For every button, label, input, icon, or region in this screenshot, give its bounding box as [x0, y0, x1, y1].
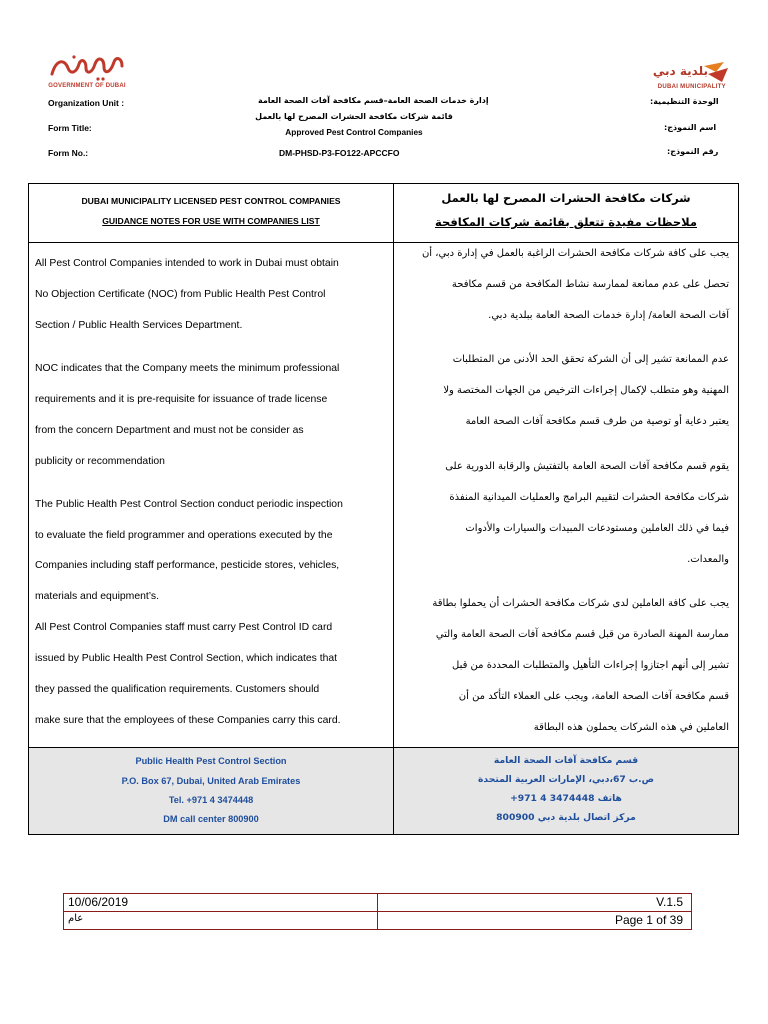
guidance-arabic-line: فيما في ذلك العاملين ومستودعات المبيدات والسيارات والأدوات: [465, 523, 729, 534]
document-control-row-divider: [64, 911, 691, 912]
heading-english-2: GUIDANCE NOTES FOR USE WITH COMPANIES LIST: [102, 216, 320, 226]
contact-section-name: Public Health Pest Control Section: [135, 756, 287, 766]
guidance-notes-table: [28, 183, 739, 835]
government-of-dubai-logo: [46, 52, 128, 98]
contact-section-name-arabic: قسم مكافحة آفات الصحة العامة: [493, 755, 639, 766]
guidance-arabic-line: يجب على كافة العاملين لدى شركات مكافحة الحشرات أن يحملوا بطاقة: [432, 598, 729, 609]
issue-date: 10/06/2019: [68, 895, 129, 909]
dubai-municipality-logo: [640, 62, 730, 96]
guidance-arabic-line: تحصل على عدم ممانعة لممارسة نشاط المكافحة من قسم مكافحة: [451, 279, 729, 290]
guidance-english-line: Section / Public Health Services Department.: [35, 320, 243, 331]
contact-row-divider: [29, 747, 738, 748]
contact-call-center-arabic: مركز اتصال بلدية دبي 800900: [496, 812, 636, 823]
guidance-english-line: they passed the qualification requirements. Customers should: [35, 684, 320, 695]
guidance-arabic-line: ممارسة المهنة الصادرة من قبل قسم مكافحة آفات الصحة العامة والتي: [435, 629, 729, 640]
organization-unit-value: إدارة خدمات الصحة العامة–قسم مكافحة آفات الصحة العامة: [258, 96, 489, 105]
guidance-arabic-line: شركات مكافحة الحشرات لتقييم البرامج والعمليات الميدانية المنفذة: [449, 492, 729, 503]
guidance-english-line: Companies including staff performance, pesticide stores, vehicles,: [35, 560, 340, 571]
form-title-value-arabic: قائمة شركات مكافحة الحشرات المصرح لها بالعمل: [255, 112, 453, 121]
heading-english-1: DUBAI MUNICIPALITY LICENSED PEST CONTROL COMPANIES: [81, 196, 341, 206]
guidance-arabic-line: يجب على كافة شركات مكافحة الحشرات الراغبة بالعمل في إدارة دبي، أن: [421, 248, 729, 259]
organization-unit-label: Organization Unit :: [48, 98, 125, 108]
dubai-municipality-mark-icon: [704, 62, 728, 84]
guidance-english-line: No Objection Certificate (NOC) from Public Health Pest Control: [35, 289, 326, 300]
guidance-arabic-line: يقوم قسم مكافحة آفات الصحة العامة بالتفتيش والرقابة الدورية على: [445, 461, 729, 472]
guidance-english-line: materials and equipment’s.: [35, 591, 159, 602]
form-title-value-english: Approved Pest Control Companies: [285, 127, 423, 137]
guidance-english-line: from the concern Department and must not be consider as: [35, 425, 304, 436]
guidance-english-line: All Pest Control Companies intended to work in Dubai must obtain: [35, 258, 339, 269]
form-title-label: Form Title:: [48, 123, 92, 133]
guidance-english-line: The Public Health Pest Control Section conduct periodic inspection: [35, 499, 343, 510]
contact-address: P.O. Box 67, Dubai, United Arab Emirates: [121, 776, 301, 786]
header-row-divider: [29, 242, 738, 243]
guidance-arabic-line: والمعدات.: [687, 554, 729, 565]
dubai-municipality-logo-arabic: بلدية دبي: [652, 64, 708, 78]
form-title-label-arabic: اسم النموذج:: [664, 123, 717, 132]
heading-arabic-1: شركات مكافحة الحشرات المصرح لها بالعمل: [441, 191, 691, 205]
guidance-arabic-line: آفات الصحة العامة/ إدارة خدمات الصحة العامة ببلدية دبي.: [488, 310, 729, 321]
guidance-arabic-line: العاملين في هذه الشركات يحملون هذه البطاقة: [533, 722, 729, 733]
column-divider: [393, 184, 394, 835]
contact-phone: Tel. +971 4 3474448: [168, 795, 254, 805]
guidance-arabic-line: يعتبر دعاية أو توصية من طرف قسم مكافحة آفات الصحة العامة: [465, 416, 729, 427]
guidance-arabic-line: المهنية وهو متطلب لإكمال إجراءات الترخيص من الجهات المختصة ولا: [443, 385, 729, 396]
contact-phone-arabic: هاتف 3474448 4 971+: [510, 793, 622, 804]
form-number-label: Form No.:: [48, 148, 89, 158]
guidance-arabic-line: قسم مكافحة آفات الصحة العامة، ويجب على العملاء التأكد من أن: [458, 691, 729, 702]
organization-unit-label-arabic: الوحدة التنظيمية:: [650, 97, 719, 106]
document-control-table: [63, 893, 692, 930]
guidance-english-line: make sure that the employees of these Companies carry this card.: [35, 715, 341, 726]
guidance-english-line: requirements and it is pre-requisite for issuance of trade license: [35, 394, 328, 405]
guidance-arabic-line: عدم الممانعة تشير إلى أن الشركة تحقق الحد الأدنى من المتطلبات: [452, 354, 729, 365]
government-of-dubai-caption: GOVERNMENT OF DUBAI: [48, 83, 126, 89]
guidance-arabic-line: تشير إلى أنهم اجتازوا إجراءات التأهيل والمتطلبات المحددة من قبل: [452, 660, 729, 671]
version-number: V.1.5: [656, 895, 683, 909]
form-number-label-arabic: رقم النموذج:: [667, 147, 719, 156]
guidance-english-line: to evaluate the field programmer and operations executed by the: [35, 530, 333, 541]
government-of-dubai-script-mark: [46, 52, 128, 82]
guidance-english-line: NOC indicates that the Company meets the minimum professional: [35, 363, 340, 374]
guidance-english-line: All Pest Control Companies staff must carry Pest Control ID card: [35, 622, 333, 633]
page-number: Page 1 of 39: [614, 913, 683, 927]
classification-label: عام: [68, 913, 84, 924]
form-number-value: DM-PHSD-P3-FO122-APCCFO: [279, 148, 400, 158]
contact-call-center: DM call center 800900: [163, 814, 259, 824]
guidance-english-line: issued by Public Health Pest Control Section, which indicates that: [35, 653, 338, 664]
heading-arabic-2: ملاحظات مفيدة تتعلق بقائمة شركات المكافحة: [434, 215, 698, 229]
guidance-english-line: publicity or recommendation: [35, 456, 165, 467]
dubai-municipality-logo-english: DUBAI MUNICIPALITY: [657, 84, 726, 90]
contact-address-arabic: ص.ب 67،دبي، الإمارات العربية المتحدة: [477, 774, 655, 785]
